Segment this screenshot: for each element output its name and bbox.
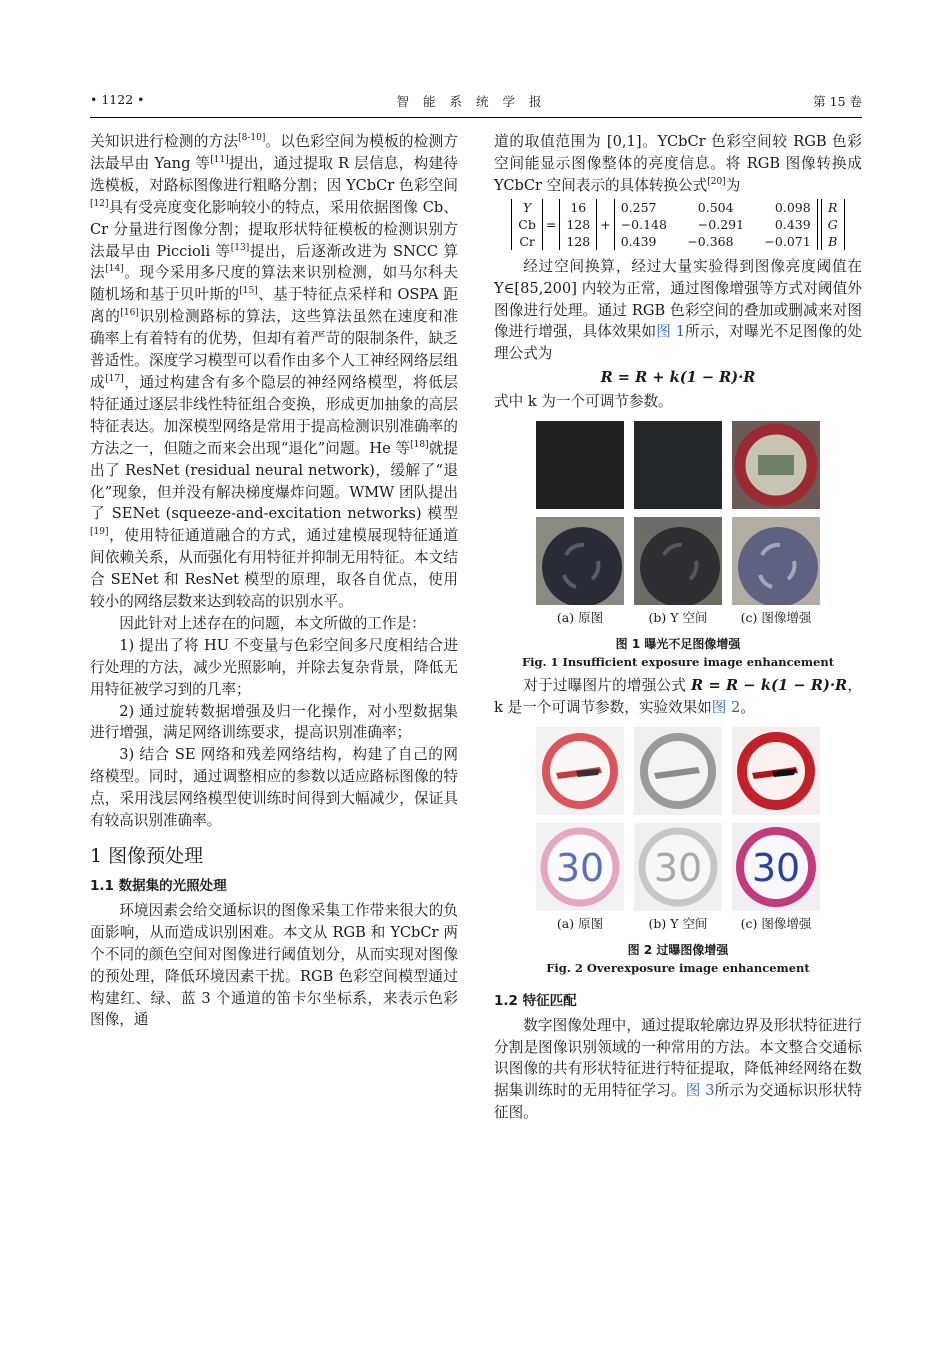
fig1-original-bottom [536, 517, 624, 605]
underexposure-formula: R = R + k(1 − R)·R [600, 369, 756, 387]
svg-text:30: 30 [555, 845, 605, 890]
fig2-yspace-bottom [634, 823, 722, 911]
contribution-2: 2) 通过旋转数据增强及归一化操作，对小型数据集进行增强，满足网络训练要求，提高识别准确率； [90, 702, 458, 742]
left-column [90, 131, 458, 1031]
feature-matching-paragraph: 数字图像处理中，通过提取轮廓边界及形状特征进行分割是图像识别领域的一种常用的方法。本文整合交通标识图像的共有形状特征进行特征提取，降低神经网络在数据集训练时的无用特征学习。图 3所示为交通标识形状特征图。 [494, 1016, 862, 1122]
fig1-caption-en: Fig. 1 Insufficient exposure image enhancement [521, 654, 835, 669]
intro-paragraph: 关知识进行检测的方法[8-10]。以色彩空间为模板的检测方法最早由 Yang 等[11]提出，通过提取 R 层信息，构建待选模板，对路标图像进行粗略分割；因 YCbCr 色彩空间[12]具有受亮度变化影响较小的特点，采用依据图像 Cb、Cr 分量进行图像分割；提取形状特征模板的检测识别方法最早由 Piccioli 等[13]提出，后逐渐改进为 SNCC 算法[14]。现今采用多尺度的算法来识别检测，如马尔科夫随机场和基于贝叶斯的[15]、基于特征点采样和 OSPA 距离的[16]识别检测路标的算法，这些算法虽然在速度和准确率上有着特有的优势，但却有着严苛的限制条件，缺乏普适性。深度学习模型可以看作由多个人工神经网络层组成[17]，通过构建含有多个隐层的神经网络模型，将低层特征通过逐层非线性特征组合变换，形成更加抽象的高层特征表达。加深模型网络是常用于提高检测识别准确率的方法之一，但随之而来会出现“退化”问题。He 等[18]就提出了 ResNet (residual neural network)，缓解了“退化”现象，但并没有解决梯度爆炸问题。WMW 团队提出了 SENet (squeeze-and-excitation networks) 模型[19]，使用特征通道融合的方式，通过建模展现特征通道间依赖关系，从而强化有用特征并抑制无用特征。本文结合 SENet 和 ResNet 模型的原理，取各自优点，使用较小的网络层数来达到较高的识别水平。 [90, 133, 458, 611]
contribution-1: 1) 提出了将 HU 不变量与色彩空间多尺度相结合进行处理的方法，减少光照影响，并除去复杂背景，降低无用特征被学习到的几率； [90, 636, 458, 698]
fig1-original-top [536, 421, 624, 509]
right-column [494, 131, 862, 1124]
fig1-yspace-bottom [634, 517, 722, 605]
overexposure-paragraph: 对于过曝图片的增强公式 R = R − k(1 − R)·R，k 是一个可调节参数，实验效果如图 2。 [494, 676, 863, 716]
svg-text:30: 30 [751, 845, 801, 890]
threshold-paragraph: 经过空间换算，经过大量实验得到图像亮度阈值在 Y∈[85,200] 内较为正常，通过图像增强等方式对阈值外图像进行处理。通过 RGB 色彩空间的叠加或删减来对图像进行增强，具体效果如图 1所示，对曝光不足图像的处理公式为 [494, 257, 862, 363]
fig1-label-a: (a) 原图 [556, 610, 604, 626]
param-note: 式中 k 为一个可调节参数。 [494, 393, 673, 411]
contribution-3: 3) 结合 SE 网络和残差网络结构，构建了自己的网络模型。同时，通过调整相应的参数以适应路标图像的特点，采用浅层网络模型使训练时间得到大幅减少，保证具有较高识别准确率。 [90, 746, 458, 830]
fig2-label-a: (a) 原图 [556, 915, 604, 931]
journal-title: 智能系统学报 [396, 94, 556, 109]
fig2-enhanced-bottom [732, 823, 820, 911]
fig2-original-top [536, 727, 624, 815]
matrix-offset: 16 128 128 [559, 199, 597, 250]
section-heading-1-1: 1.1 数据集的光照处理 [90, 878, 227, 894]
lighting-paragraph: 环境因素会给交通标识的图像采集工作带来很大的负面影响，从而造成识别困难。本文从 RGB 和 YCbCr 两个不同的颜色空间对图像进行阈值划分，从而实现对图像的预处理，降低环境因素干扰。RGB 色彩空间模型通过构建红、绿、蓝 3 个通道的笛卡尔坐标系，来表示色彩图像，通 [90, 901, 458, 1029]
work-intro: 因此针对上述存在的问题，本文所做的工作是： [119, 614, 426, 632]
color-space-paragraph: 道的取值范围为 [0,1]。YCbCr 色彩空间较 RGB 色彩空间能显示图像整体的亮度信息。将 RGB 图像转换成 YCbCr 空间表示的具体转换公式[20]为 [494, 133, 862, 194]
figure-1-link[interactable]: 图 1 [656, 323, 686, 341]
matrix-rhs: R G B [821, 199, 845, 250]
page-header [90, 92, 862, 112]
fig1-enhanced-top [732, 421, 820, 509]
page-number: • 1122 • [90, 92, 145, 107]
figure-2-link[interactable]: 图 2 [711, 698, 741, 716]
fig2-enhanced-top [732, 727, 820, 815]
header-rule [90, 117, 862, 118]
fig1-caption-cn: 图 1 曝光不足图像增强 [615, 636, 741, 651]
fig2-caption-en: Fig. 2 Overexposure image enhancement [546, 960, 810, 975]
figure-3-link[interactable]: 图 3 [685, 1082, 715, 1100]
fig2-original-bottom [536, 823, 624, 911]
fig1-label-b: (b) Y 空间 [648, 610, 708, 626]
fig2-yspace-top [634, 727, 722, 815]
svg-text:30: 30 [653, 845, 703, 890]
fig2-label-b: (b) Y 空间 [648, 915, 708, 931]
figure-1 [494, 421, 862, 671]
matrix-coefficients: 0.257 0.504 0.098 −0.148 −0.291 0.439 0.439 −0.368 −0.071 [614, 199, 818, 250]
conversion-matrix: Y Cb Cr = 16 128 128 + 0.257 0.504 0.098 −0.148 −0.291 0.439 0.439 −0.368 −0.071 R G B [494, 199, 862, 250]
fig1-label-c: (c) 图像增强 [740, 610, 812, 626]
fig1-enhanced-bottom [732, 517, 820, 605]
matrix-lhs: Y Cb Cr [511, 199, 543, 250]
figure-2 [494, 727, 862, 977]
fig2-label-c: (c) 图像增强 [740, 915, 812, 931]
fig2-caption-cn: 图 2 过曝图像增强 [627, 942, 729, 957]
section-heading-1-2: 1.2 特征匹配 [494, 992, 577, 1009]
fig1-yspace-top [634, 421, 722, 509]
volume-label: 第 15 卷 [813, 94, 862, 109]
section-heading-1: 1 图像预处理 [90, 845, 204, 867]
